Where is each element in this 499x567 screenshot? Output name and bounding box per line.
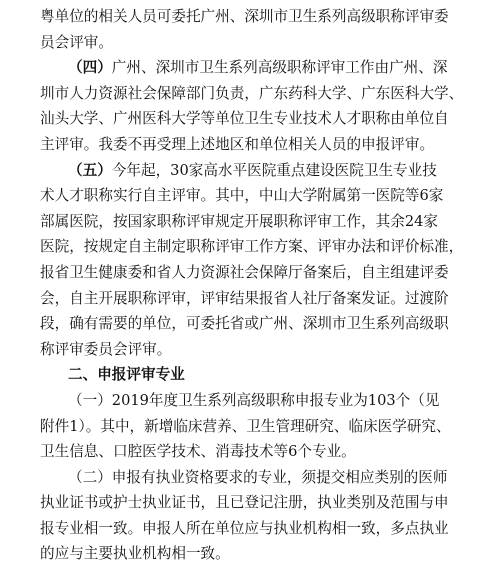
text-line: 会，自主开展职称评审，评审结果报省人社厅备案发证。过渡阶 <box>40 289 449 307</box>
item-label: （五） <box>68 161 112 179</box>
paragraph-continuation <box>40 4 487 55</box>
text-line: 的应与主要执业机构相一致。 <box>40 545 230 563</box>
text-line: 称评审委员会评审。 <box>40 340 172 358</box>
text-line: 圳市人力资源社会保障部门负责，广东药科大学、广东医科大学、 <box>40 84 464 102</box>
section-heading: 二、申报评审专业 <box>68 366 185 384</box>
item-label: （四） <box>68 59 112 77</box>
text-line: 卫生信息、口腔医学技术、消毒技术等6个专业。 <box>40 443 356 461</box>
text-line: 主评审。我委不再受理上述地区和单位相关人员的申报评审。 <box>40 135 435 153</box>
text-line: 附件1）。其中，新增临床营养、卫生管理研究、临床医学研究、 <box>40 417 451 435</box>
paragraph-item-four <box>40 55 487 157</box>
paragraph-license-requirement <box>40 465 487 567</box>
text-line: 部属医院，按国家职称评审规定开展职称评审工作，其余24家 <box>40 212 439 230</box>
text-span: 今年起，30家高水平医院重点建设医院卫生专业技 <box>111 161 437 179</box>
text-line <box>68 158 487 184</box>
text-line: 报专业相一致。申报人所在单位应与执业机构相一致，多点执业 <box>40 519 449 537</box>
text-line: 粤单位的相关人员可委托广州、深圳市卫生系列高级职称评审委 <box>40 8 449 25</box>
text-line: 段，确有需要的单位，可委托省或广州、深圳市卫生系列高级职 <box>40 315 449 333</box>
text-line: 医院，按规定自主制定职称评审工作方案、评审办法和评价标准， <box>40 238 464 256</box>
paragraph-item-five <box>40 158 487 363</box>
text-line: 报省卫生健康委和省人力资源社会保障厅备案后，自主组建评委 <box>40 263 449 281</box>
text-line: 员会评审。 <box>40 33 113 51</box>
text-line <box>68 55 487 81</box>
text-line: 汕头大学、广州医科大学等单位卫生专业技术人才职称由单位自 <box>40 110 449 128</box>
text-line: 执业证书或护士执业证书，且已登记注册，执业类别及范围与申 <box>40 494 449 512</box>
paragraph-specialties <box>40 388 487 465</box>
text-line: 术人才职称实行自主评审。其中，中山大学附属第一医院等6家 <box>40 187 444 205</box>
text-line: （二）申报有执业资格要求的专业，须提交相应类别的医师 <box>68 468 448 486</box>
text-line: （一）2019年度卫生系列高级职称申报专业为103个（见 <box>68 391 440 409</box>
text-span: 广州、深圳市卫生系列高级职称评审工作由广州、深 <box>111 59 448 77</box>
